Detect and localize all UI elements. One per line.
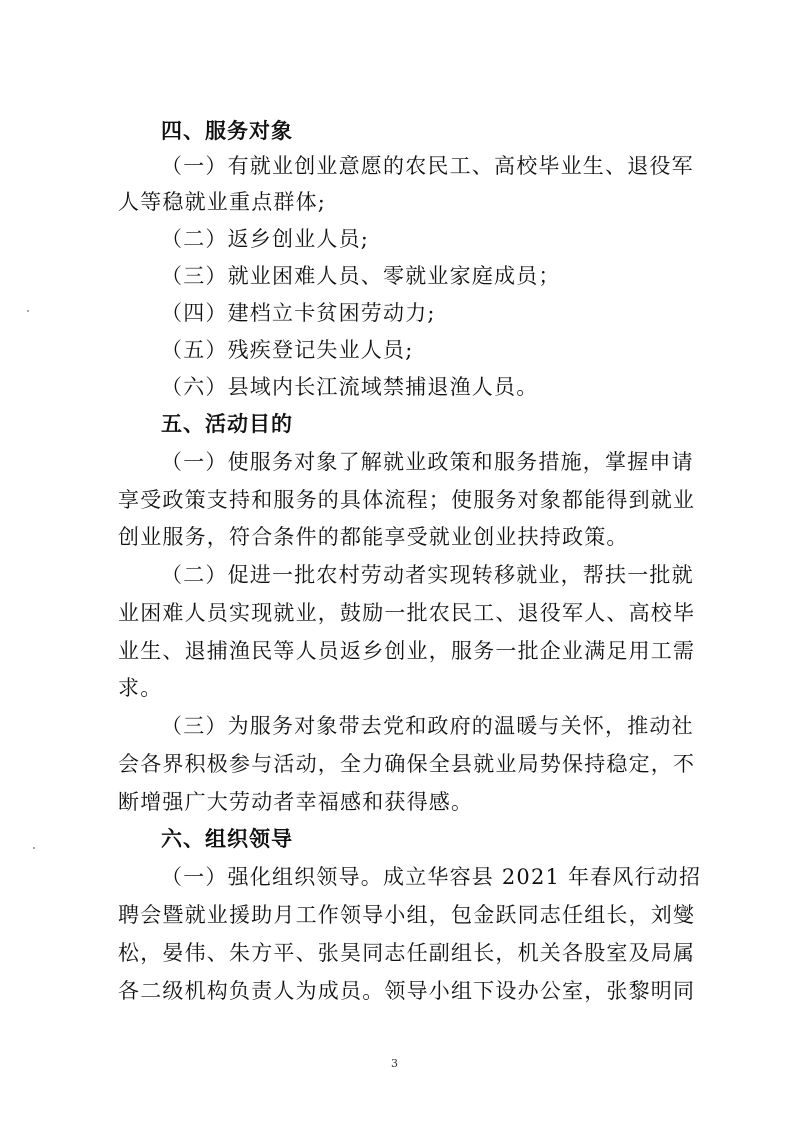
paragraph-line: （一）有就业创业意愿的农民工、高校毕业生、退役军 — [161, 154, 694, 178]
scan-speck — [33, 847, 35, 849]
paragraph-line: 聘会暨就业援助月工作领导小组，包金跃同志任组长，刘燮 — [118, 903, 696, 927]
section-heading-service-targets: 四、服务对象 — [161, 119, 293, 143]
paragraph-line: 各二级机构负责人为成员。领导小组下设办公室，张黎明同 — [118, 979, 696, 1003]
paragraph-line: 享受政策支持和服务的具体流程；使服务对象都能得到就业 — [118, 488, 696, 512]
paragraph-line: 业生、退捕渔民等人员返乡创业，服务一批企业满足用工需 — [118, 639, 696, 663]
paragraph-line: （一）强化组织领导。成立华容县 2021 年春风行动招 — [161, 865, 702, 889]
paragraph-line: 断增强广大劳动者幸福感和获得感。 — [118, 790, 474, 814]
section-heading-organization: 六、组织领导 — [161, 827, 293, 851]
paragraph-line: （三）为服务对象带去党和政府的温暖与关怀，推动社 — [161, 714, 694, 738]
paragraph-line: （二）促进一批农村劳动者实现转移就业，帮扶一批就 — [161, 563, 694, 587]
paragraph-line: 创业服务，符合条件的都能享受就业创业扶持政策。 — [118, 525, 629, 549]
paragraph-line: 人等稳就业重点群体; — [118, 190, 327, 214]
paragraph-line: 会各界积极参与活动，全力确保全县就业局势保持稳定，不 — [118, 752, 696, 776]
scan-speck — [27, 310, 29, 312]
page-number: 3 — [391, 1057, 398, 1070]
paragraph-line: （一）使服务对象了解就业政策和服务措施，掌握申请 — [161, 450, 694, 474]
list-item: （五）残疾登记失业人员; — [161, 338, 414, 362]
list-item: （三）就业困难人员、零就业家庭成员； — [161, 264, 561, 288]
list-item: （四）建档立卡贫困劳动力; — [161, 301, 436, 325]
paragraph-line: 求。 — [118, 676, 163, 700]
paragraph-line: 松，晏伟、朱方平、张昊同志任副组长，机关各股室及局属 — [118, 941, 696, 965]
list-item: （二）返乡创业人员; — [161, 227, 370, 251]
section-heading-activity-goals: 五、活动目的 — [161, 412, 293, 436]
list-item: （六）县域内长江流域禁捕退渔人员。 — [161, 375, 539, 399]
paragraph-line: 业困难人员实现就业，鼓励一批农民工、退役军人、高校毕 — [118, 601, 696, 625]
